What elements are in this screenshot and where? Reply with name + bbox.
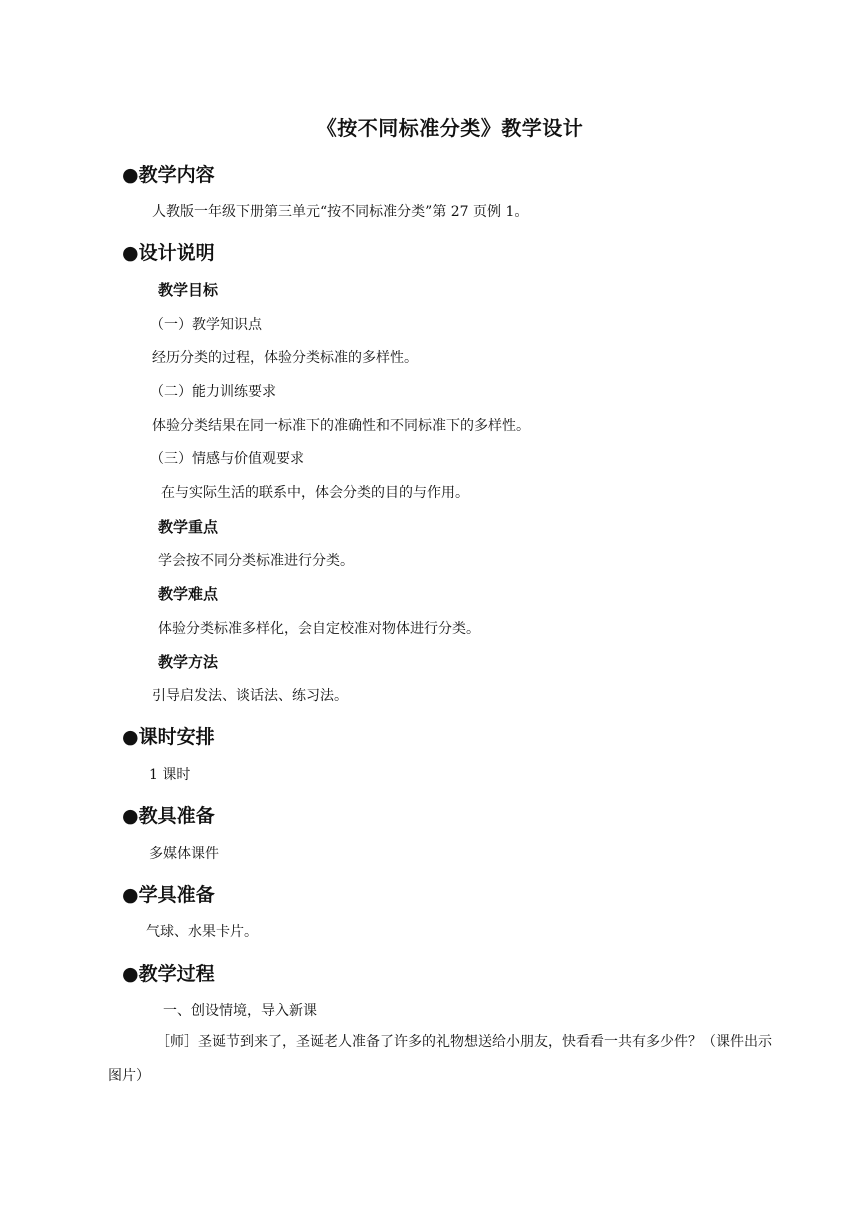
goal2-text: 体验分类结果在同一标准下的准确性和不同标准下的多样性。 xyxy=(152,418,530,434)
section-heading-content: ●教学内容 xyxy=(122,164,215,186)
goals-heading: 教学目标 xyxy=(158,281,219,299)
goal3-label: （三）情感与价值观要求 xyxy=(150,451,304,467)
document-title: 《按不同标准分类》教学设计 xyxy=(316,116,584,140)
learning-aids-text: 气球、水果卡片。 xyxy=(146,924,258,940)
content-text: 人教版一年级下册第三单元“按不同标准分类”第 27 页例 1。 xyxy=(152,204,529,220)
key-text: 学会按不同分类标准进行分类。 xyxy=(158,553,354,569)
key-heading: 教学重点 xyxy=(158,518,219,536)
teaching-aids-text: 多媒体课件 xyxy=(149,846,219,862)
goal1-label: （一）教学知识点 xyxy=(150,317,262,333)
goal3-text: 在与实际生活的联系中，体会分类的目的与作用。 xyxy=(161,485,469,501)
method-text: 引导启发法、谈话法、练习法。 xyxy=(152,688,348,704)
goal2-label: （二）能力训练要求 xyxy=(150,384,276,400)
difficulty-text: 体验分类标准多样化，会自定校准对物体进行分类。 xyxy=(158,621,480,637)
section-heading-design: ●设计说明 xyxy=(122,242,215,264)
section-heading-process: ●教学过程 xyxy=(122,963,215,985)
schedule-text: 1 课时 xyxy=(149,767,191,783)
process-step1: 一、创设情境，导入新课 xyxy=(163,1003,317,1019)
section-heading-learning-aids: ●学具准备 xyxy=(122,884,215,906)
goal1-text: 经历分类的过程，体验分类标准的多样性。 xyxy=(152,350,418,366)
method-heading: 教学方法 xyxy=(158,653,219,671)
process-para1: ［师］圣诞节到来了，圣诞老人准备了许多的礼物想送给小朋友，快看看一共有多少件？（课件出示图片） xyxy=(108,1034,772,1084)
section-heading-schedule: ●课时安排 xyxy=(122,726,215,748)
difficulty-heading: 教学难点 xyxy=(158,585,219,603)
section-heading-teaching-aids: ●教具准备 xyxy=(122,805,215,827)
